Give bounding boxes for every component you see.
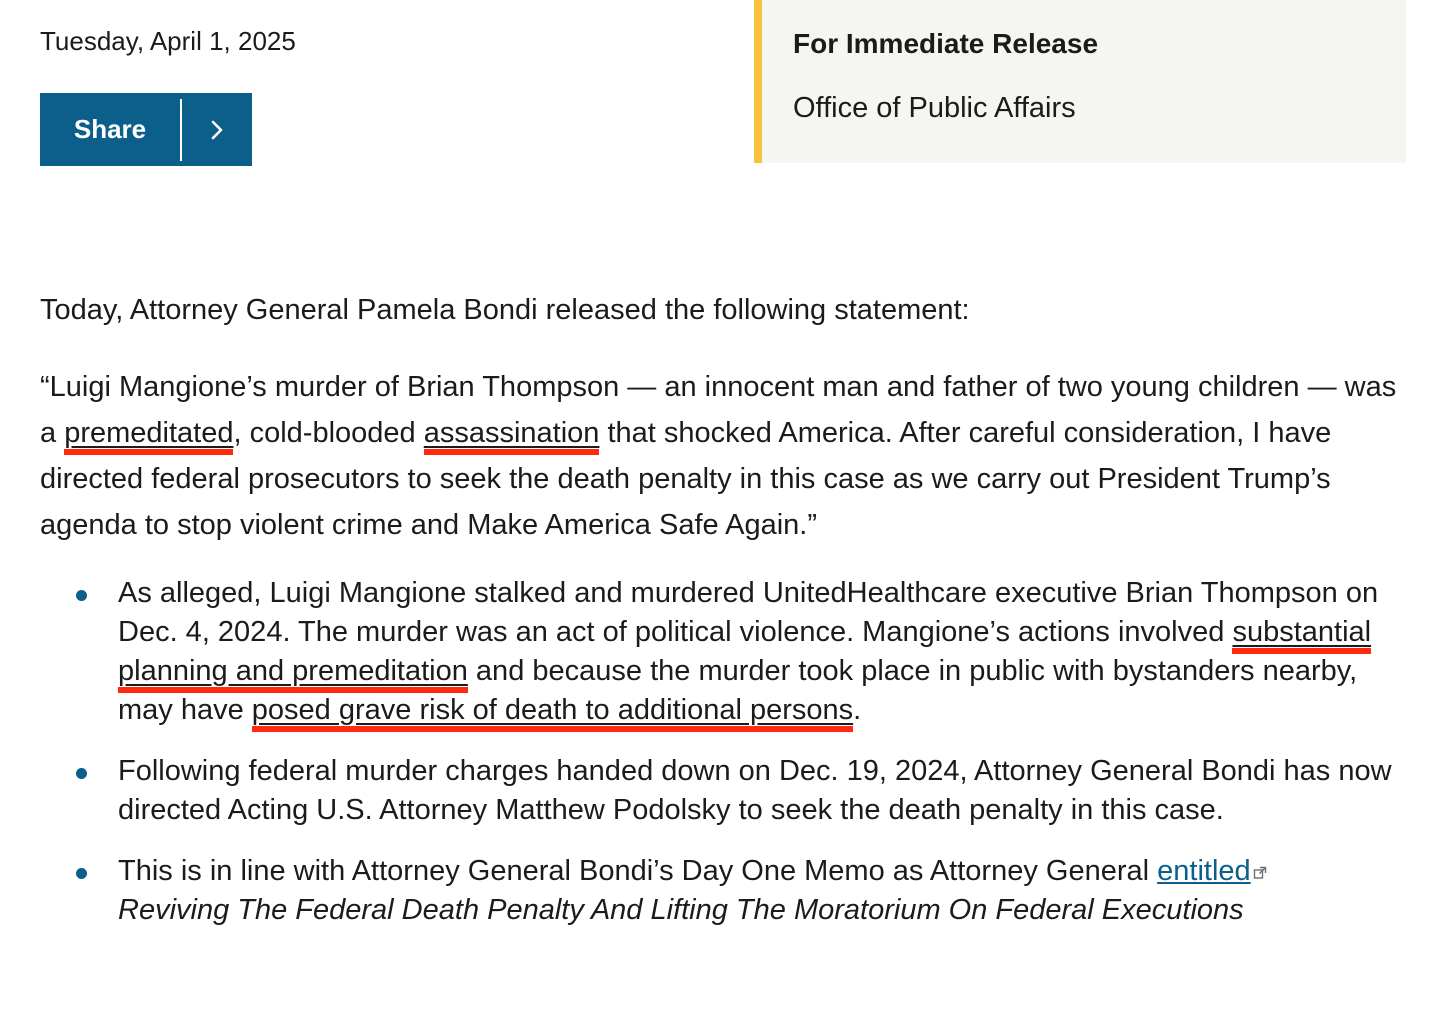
memo-title: Reviving The Federal Death Penalty And Lifting The Moratorium On Federal Executions — [118, 894, 1244, 926]
bullet-dot — [76, 590, 87, 601]
external-link-icon — [1253, 852, 1267, 891]
highlighted-phrase: assassination — [424, 417, 600, 455]
highlighted-phrase: posed grave risk of death to additional persons — [252, 694, 853, 732]
publish-date: Tuesday, April 1, 2025 — [40, 26, 296, 56]
bullet-text: This is in line with Attorney General Bondi’s Day One Memo as Attorney General — [118, 855, 1158, 887]
share-button[interactable] — [40, 93, 252, 166]
bullet-dot — [76, 768, 87, 779]
quote-text: , cold-blooded — [233, 417, 424, 449]
release-info-box — [754, 0, 1406, 163]
list-item — [118, 752, 1410, 830]
list-item — [118, 574, 1410, 730]
quote-paragraph — [40, 364, 1410, 548]
chevron-right-icon[interactable] — [182, 118, 252, 142]
bullet-text: . — [853, 694, 862, 726]
bullet-text: Following federal murder charges handed down on Dec. 19, 2024, Attorney General Bondi has now directed Acting U.S. Attorney Matthew Podolsky to seek the death penalty in this case. — [118, 755, 1392, 826]
bullet-text: and because the murder took place in public with bystanders nearby, may have — [118, 655, 1358, 726]
quote-text: that shocked America. After careful consideration, I have directed federal prosecutors to seek the death penalty in this case as we carry out President Trump’s agenda to stop violent crime and Make America Safe Again.” — [40, 417, 1332, 541]
bullet-list — [40, 574, 1410, 930]
quote-text: “Luigi Mangione’s murder of Brian Thompson — an innocent man and father of two young children — was a — [40, 371, 1397, 449]
share-button-label: Share — [73, 114, 147, 144]
highlighted-phrase: premeditated — [64, 417, 233, 455]
highlighted-phrase: substantial planning and premeditation — [118, 616, 1371, 693]
bullet-text: As alleged, Luigi Mangione stalked and murdered UnitedHealthcare executive Brian Thompson on Dec. 4, 2024. The murder was an act of political violence. Mangione’s actions involved — [118, 577, 1379, 648]
bullet-dot — [76, 868, 87, 879]
press-release-body — [40, 288, 1410, 952]
release-title: For Immediate Release — [793, 28, 1099, 59]
list-item — [118, 852, 1410, 930]
entitled-link[interactable]: entitled — [1157, 855, 1251, 887]
release-office: Office of Public Affairs — [793, 92, 1076, 124]
intro-paragraph: Today, Attorney General Pamela Bondi released the following statement: — [40, 294, 970, 326]
